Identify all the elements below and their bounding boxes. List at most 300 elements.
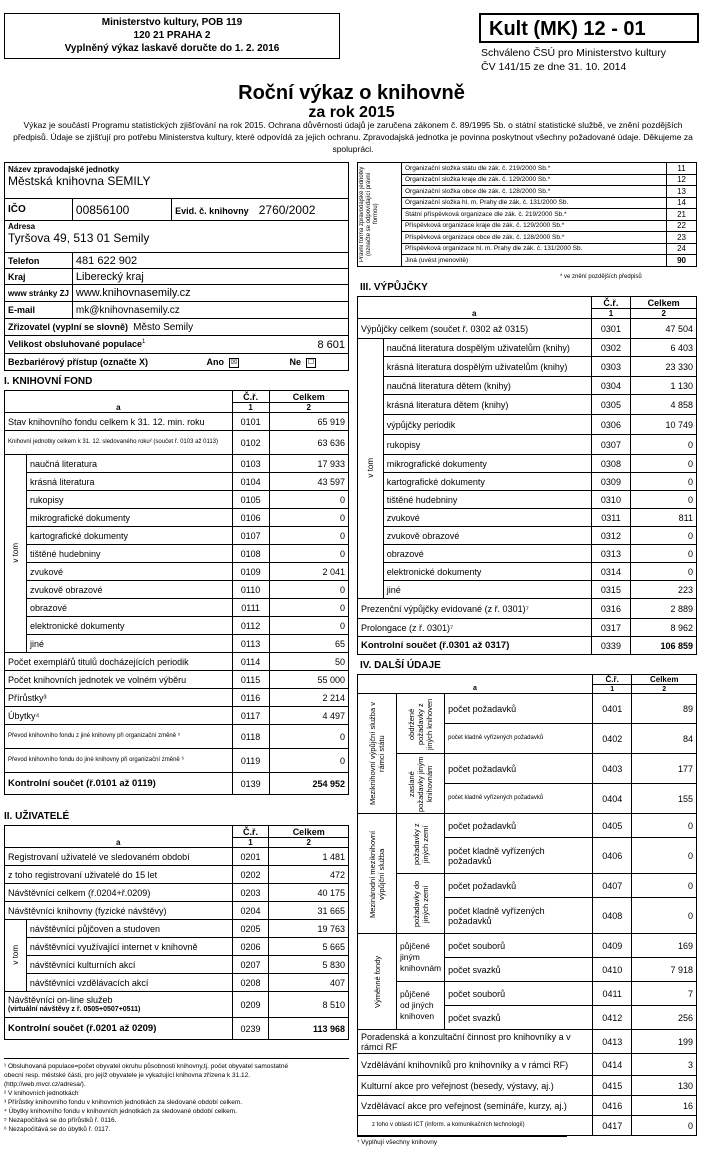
sec1-row-code: 0109 [232, 563, 269, 581]
section-3-table [357, 296, 697, 655]
sec3-head-a: a [358, 309, 592, 319]
sec1-row-code: 0106 [232, 509, 269, 527]
sec3-row-label: jiné [383, 581, 591, 599]
sec4-sub-received-text: obdržené požadavky z jiných knihoven [407, 697, 435, 750]
population-footnote-ref: 1 [142, 338, 146, 345]
sec4-row-code: 0411 [593, 982, 632, 1006]
sec4-row-label: počet kladně vyřízených požadavků [445, 838, 593, 874]
sec4-row-code: 0409 [593, 934, 632, 958]
sec4-group-fondy [358, 934, 397, 1030]
sec1-row-value[interactable]: 0 [269, 581, 348, 599]
sec1-row-code: 0119 [232, 749, 269, 773]
sec3-row-value[interactable]: 223 [631, 581, 697, 599]
sec4-row-value[interactable]: 0 [632, 838, 697, 874]
sec3-row-label: mikrografické dokumenty [383, 455, 591, 473]
sec4-head-blank [358, 675, 593, 685]
address-label: Adresa [8, 222, 36, 231]
sec2-row-value[interactable]: 113 968 [269, 1018, 349, 1040]
unit-name-label: Název zpravodajské jednotky [8, 165, 120, 174]
founder-label: Zřizovatel (vyplní se slovně) [8, 321, 129, 332]
sec2-row-value[interactable]: 5 830 [269, 956, 349, 974]
sec1-head-celkem: Celkem [269, 391, 348, 403]
sec4-row-value[interactable]: 0 [632, 898, 697, 934]
sec2-row-code: 0205 [232, 920, 269, 938]
sec4-sub-lent: půjčené jiným knihovnám [397, 934, 445, 982]
sec1-row-code: 0139 [232, 773, 269, 795]
sec1-row-value[interactable]: 55 000 [269, 671, 348, 689]
sec2-row-value[interactable]: 1 481 [269, 848, 349, 866]
unit-info-table [4, 162, 349, 371]
legal-form-option[interactable]: Organizační složka hl. m. Prahy dle zák. č. 131/2000 Sb. [401, 197, 666, 209]
sec4-row-label: Kulturní akce pro veřejnost (besedy, výstavy, aj.) [358, 1076, 593, 1096]
sec3-row-code: 0308 [591, 455, 631, 473]
section-4-title: IV. DALŠÍ ÚDAJE [360, 660, 441, 671]
sec1-row-code: 0101 [232, 413, 269, 431]
sec1-row-label: zvukové [26, 563, 232, 581]
barrier-no-label: Ne [289, 357, 302, 367]
sec2-row-code: 0206 [232, 938, 269, 956]
sec2-head-blank [5, 826, 233, 838]
legal-form-code: 23 [667, 232, 697, 244]
sec2-row-label: návštěvníci kulturních akcí [26, 956, 232, 974]
evid-field[interactable]: 2760/2002 [258, 202, 316, 217]
sec2-row-value[interactable]: 19 763 [269, 920, 349, 938]
footnote-line: (http://web.mvcr.cz/adresa/). [4, 1081, 86, 1088]
sec2-head-2: 2 [269, 838, 349, 848]
sec1-row-value[interactable]: 2 214 [269, 689, 348, 707]
sec4-row-label: počet souborů [445, 934, 593, 958]
sec1-head-blank [5, 391, 233, 403]
sec1-row-value[interactable]: 0 [269, 545, 348, 563]
region-field[interactable]: Liberecký kraj [72, 269, 348, 285]
barrier-label: Bezbariérový přístup (označte X) [8, 357, 149, 367]
phone-field[interactable]: 481 622 902 [72, 253, 348, 269]
sec3-head-cr: Č.ř. [591, 297, 631, 309]
sec2-row-code: 0202 [232, 866, 269, 884]
section-2-title: II. UŽIVATELÉ [4, 811, 70, 822]
sec3-row-code: 0316 [591, 599, 631, 619]
sec1-row-label: tištěné hudebniny [26, 545, 232, 563]
sec3-row-value[interactable]: 10 749 [631, 415, 697, 435]
sec3-row-value[interactable]: 0 [631, 545, 697, 563]
sec2-head-celkem: Celkem [269, 826, 349, 838]
sec1-row-label: rukopisy [26, 491, 232, 509]
sec4-sub-to-abroad-text: požadavky do jiných zemí [411, 880, 430, 927]
sec3-row-code: 0315 [591, 581, 631, 599]
sec4-row-label: Vzdělávací akce pro veřejnost (semináře, kurzy, aj.) [358, 1096, 593, 1116]
web-field[interactable]: www.knihovnasemily.cz [72, 285, 348, 302]
web-label: www stránky ZJ [5, 285, 73, 302]
sec3-row-value[interactable]: 0 [631, 527, 697, 545]
footnote-line: obecní resp. městské části, pro jejíž obyvatele je vykazující knihovna zřízena k 31.12. [4, 1072, 251, 1079]
sec3-row-label: kartografické dokumenty [383, 473, 591, 491]
sec2-row-value[interactable]: 472 [269, 866, 349, 884]
sec2-row-label: Návštěvníci knihovny (fyzické návštěvy) [5, 902, 233, 920]
sec3-row-label: Kontrolní součet (ř.0301 až 0317) [358, 637, 592, 655]
sec3-row-value[interactable]: 0 [631, 563, 697, 581]
sec3-row-value[interactable]: 0 [631, 473, 697, 491]
sec4-sub-borrowed: půjčené od jiných knihoven [397, 982, 445, 1030]
sec3-row-label: Výpůjčky celkem (součet ř. 0302 až 0315) [358, 319, 592, 339]
sec1-row-label: obrazové [26, 599, 232, 617]
sec1-row-value[interactable]: 4 497 [269, 707, 348, 725]
legal-form-code: 14 [667, 197, 697, 209]
footnote-line: ⁶ Nezapočítává se do úbytků ř. 0117. [4, 1126, 111, 1133]
sec1-row-label: naučná literatura [26, 455, 232, 473]
sec1-row-code: 0108 [232, 545, 269, 563]
sec3-row-label: krásná literatura dospělým uživatelům (knihy) [383, 357, 591, 377]
sec1-row-label: krásná literatura [26, 473, 232, 491]
legal-form-code: 11 [667, 163, 697, 175]
unit-name-field[interactable]: Městská knihovna SEMILY [8, 174, 151, 188]
sec3-row-code: 0314 [591, 563, 631, 581]
footnote-rule [4, 1058, 349, 1059]
founder-field[interactable]: Město Semily [133, 321, 194, 333]
sec4-row-value[interactable]: 0 [632, 1116, 697, 1136]
ico-field[interactable]: 00856100 [72, 199, 171, 221]
sec2-row-code: 0208 [232, 974, 269, 992]
sec1-head-cr: Č.ř. [232, 391, 269, 403]
sec4-row-label: počet svazků [445, 958, 593, 982]
sec1-row-label: jiné [26, 635, 232, 653]
sec4-row-value[interactable]: 3 [632, 1054, 697, 1076]
sec4-row-label: počet požadavků [445, 874, 593, 898]
approval-line-1: Schváleno ČSÚ pro Ministerstvo kultury [481, 47, 666, 59]
sec4-row-code: 0406 [593, 838, 632, 874]
sec4-row-value[interactable]: 89 [632, 694, 697, 724]
sec3-row-code: 0310 [591, 491, 631, 509]
section-3-title: III. VÝPŮJČKY [360, 282, 428, 293]
sec2-row-label [5, 992, 233, 1018]
sec2-row-label: Registrovaní uživatelé ve sledovaném období [5, 848, 233, 866]
sec4-head-cr: Č.ř. [593, 675, 632, 685]
page-subtitle: za rok 2015 [308, 104, 395, 121]
sec1-row-value[interactable]: 65 [269, 635, 348, 653]
submission-address [4, 13, 340, 59]
sec3-row-label: naučná literatura dospělým uživatelům (knihy) [383, 339, 591, 357]
sec2-row-label-main: Návštěvníci on-line služeb [8, 994, 113, 1005]
sec2-row-value[interactable]: 407 [269, 974, 349, 992]
sec3-row-value[interactable]: 6 403 [631, 339, 697, 357]
sec3-row-label: rukopisy [383, 435, 591, 455]
sec3-row-value[interactable]: 0 [631, 455, 697, 473]
sec3-head-2: 2 [631, 309, 697, 319]
sec3-row-code: 0302 [591, 339, 631, 357]
sec3-head-blank [358, 297, 592, 309]
legal-form-option[interactable]: Státní příspěvková organizace dle zák. č. 219/2000 Sb.* [401, 209, 666, 221]
sec4-group-mmvs [358, 814, 397, 934]
sec3-row-value[interactable]: 811 [631, 509, 697, 527]
sec1-row-code: 0113 [232, 635, 269, 653]
sec1-head-1: 1 [232, 403, 269, 413]
sec4-row-value[interactable]: 177 [632, 754, 697, 784]
sec4-row-label: počet požadavků [445, 754, 593, 784]
sec3-row-value[interactable]: 2 889 [631, 599, 697, 619]
sec4-row-code: 0415 [593, 1076, 632, 1096]
sec3-row-value[interactable]: 8 962 [631, 619, 697, 637]
sec2-head-cr: Č.ř. [232, 826, 269, 838]
footnote-line: ³ Přírůstky knihovního fondu v knihovních jednotkách za sledované období celkem. [4, 1099, 243, 1106]
sec3-row-value[interactable]: 23 330 [631, 357, 697, 377]
sec1-vtom-cell [5, 455, 27, 653]
sec2-row-label: návštěvníci využívající internet v knihovně [26, 938, 232, 956]
sec3-row-label: zvukové [383, 509, 591, 527]
sec1-row-value[interactable]: 0 [269, 749, 348, 773]
sec1-row-code: 0117 [232, 707, 269, 725]
sec4-group-mvs-text: Meziknihovní výpůjční služba v rámci státu [368, 702, 386, 805]
founder-cell [5, 319, 349, 336]
legal-side-label-cell [358, 163, 402, 267]
region-label: Kraj [5, 269, 73, 285]
sec1-row-code: 0115 [232, 671, 269, 689]
sec4-row-value[interactable]: 130 [632, 1076, 697, 1096]
sec4-row-code: 0402 [593, 724, 632, 754]
sec4-row-code: 0414 [593, 1054, 632, 1076]
sec1-head-a: a [5, 403, 233, 413]
sec4-row-code: 0403 [593, 754, 632, 784]
sec3-vtom-label: v tom [365, 457, 375, 478]
section-2-table [4, 825, 349, 1040]
approval-note [481, 46, 666, 74]
sec4-row-label: Vzdělávání knihovníků pro knihovníky a v rámci RF) [358, 1054, 593, 1076]
sec3-row-code: 0301 [591, 319, 631, 339]
sec4-sub-to-abroad [397, 874, 445, 934]
sec2-row-value[interactable]: 5 665 [269, 938, 349, 956]
sec1-row-label: Úbytky⁴ [5, 707, 233, 725]
sec1-row-value[interactable]: 0 [269, 617, 348, 635]
sec4-row-label: počet požadavků [445, 814, 593, 838]
sec2-row-code: 0203 [232, 884, 269, 902]
footnote7-rule [357, 1136, 567, 1137]
sec4-group-mvs [358, 694, 397, 814]
sec1-row-label: Přírůstky³ [5, 689, 233, 707]
sec1-row-value[interactable]: 63 636 [269, 431, 348, 455]
email-label: E-mail [5, 302, 73, 319]
legal-form-code: 12 [667, 174, 697, 186]
sec3-row-value[interactable]: 0 [631, 435, 697, 455]
sec1-row-value[interactable]: 65 919 [269, 413, 348, 431]
sec2-row-code: 0209 [232, 992, 269, 1018]
legal-form-option[interactable]: Organizační složka obce dle zák. č. 128/2000 Sb.* [401, 186, 666, 198]
legal-form-option[interactable]: Jiná (uvést jmenovitě) [401, 255, 666, 267]
sec1-vtom-label: v tom [10, 542, 20, 563]
sec3-row-code: 0339 [591, 637, 631, 655]
evid-cell [172, 199, 349, 221]
page-title: Roční výkaz o knihovně [238, 82, 465, 104]
sec3-row-code: 0311 [591, 509, 631, 527]
sec1-row-value[interactable]: 0 [269, 725, 348, 749]
sec4-group-mmvs-text: Mezinárodní meziknihovní výpůjční služba [368, 829, 386, 918]
footnote-line: ⁵ Nezapočítává se do přírůstků ř. 0116. [4, 1117, 117, 1124]
legal-form-option[interactable]: Organizační složka kraje dle zák. č. 129/2000 Sb.* [401, 174, 666, 186]
sec4-row-value[interactable]: 7 [632, 982, 697, 1006]
legal-form-option[interactable]: Příspěvková organizace obce dle zák. č. 128/2000 Sb.* [401, 232, 666, 244]
sec4-group-fondy-text: Výměnné fondy [372, 955, 382, 1008]
legal-note: * ve znění pozdějších předpisů [560, 274, 642, 280]
address-field[interactable]: Tyršova 49, 513 01 Semily [8, 231, 150, 245]
approval-line-2: ČV 141/15 ze dne 31. 10. 2014 [481, 61, 627, 73]
sec1-row-value[interactable]: 50 [269, 653, 348, 671]
sec4-head-1: 1 [593, 685, 632, 694]
legal-form-code: 90 [667, 255, 697, 267]
evid-label: Evid. č. knihovny [175, 205, 249, 216]
sec1-row-label: mikrografické dokumenty [26, 509, 232, 527]
sec2-head-a: a [5, 838, 233, 848]
sec3-head-1: 1 [591, 309, 631, 319]
sec4-row-value[interactable]: 0 [632, 814, 697, 838]
sec1-row-value[interactable]: 43 597 [269, 473, 348, 491]
sec4-row-code: 0408 [593, 898, 632, 934]
sec1-row-label: kartografické dokumenty [26, 527, 232, 545]
legal-form-code: 13 [667, 186, 697, 198]
sec1-row-code: 0118 [232, 725, 269, 749]
sec3-row-code: 0306 [591, 415, 631, 435]
address-line-1: Ministerstvo kultury, POB 119 [101, 17, 243, 28]
sec1-row-label: Knihovní jednotky celkem k 31. 12. sledovaného roku² (součet ř. 0103 až 0113) [5, 431, 233, 455]
sec1-row-value[interactable]: 254 952 [269, 773, 348, 795]
sec4-row-label: počet kladně vyřízených požadavků [445, 784, 593, 814]
legal-form-code: 22 [667, 220, 697, 232]
footnotes [4, 1062, 349, 1134]
email-field[interactable]: mk@knihovnasemily.cz [72, 302, 348, 319]
sec1-row-code: 0102 [232, 431, 269, 455]
sec4-row-value[interactable]: 169 [632, 934, 697, 958]
sec1-row-value[interactable]: 2 041 [269, 563, 348, 581]
phone-label: Telefon [5, 253, 73, 269]
sec2-row-label: z toho registrovaní uživatelé do 15 let [5, 866, 233, 884]
sec2-row-code: 0201 [232, 848, 269, 866]
unit-name-cell [5, 163, 349, 199]
section-4-table [357, 674, 697, 1136]
sec3-row-code: 0312 [591, 527, 631, 545]
sec3-row-label: naučná literatura dětem (knihy) [383, 377, 591, 395]
sec2-row-code: 0239 [232, 1018, 269, 1040]
sec3-row-value[interactable]: 47 504 [631, 319, 697, 339]
sec1-row-label: Počet exemplářů titulů docházejících periodik [5, 653, 233, 671]
sec4-sub-from-abroad-text: požadavky z jiných zemí [411, 822, 430, 865]
legal-form-option[interactable]: Organizační složka státu dle zák. č. 219/2000 Sb.* [401, 163, 666, 175]
sec1-row-code: 0112 [232, 617, 269, 635]
sec4-row-value[interactable]: 0 [632, 874, 697, 898]
section-1-table [4, 390, 349, 795]
ico-label: IČO [5, 199, 73, 221]
sec4-row-code: 0417 [593, 1116, 632, 1136]
sec3-row-label: krásná literatura dětem (knihy) [383, 395, 591, 415]
footnote-7: ⁷ Vyplňují všechny knihovny [357, 1139, 438, 1146]
sec4-row-value[interactable]: 155 [632, 784, 697, 814]
sec2-head-1: 1 [232, 838, 269, 848]
sec2-row-code: 0204 [232, 902, 269, 920]
barrier-no-checkbox[interactable]: ☐ [307, 358, 315, 366]
sec4-row-value[interactable]: 16 [632, 1096, 697, 1116]
sec3-row-value[interactable]: 0 [631, 491, 697, 509]
sec4-row-value[interactable]: 84 [632, 724, 697, 754]
population-label: Velikost obsluhované populace [8, 338, 143, 349]
sec4-row-value[interactable]: 256 [632, 1006, 697, 1030]
sec1-row-value[interactable]: 0 [269, 509, 348, 527]
sec1-row-code: 0104 [232, 473, 269, 491]
legal-side-label: Právní forma zpravodajské jednotky (označte se odpovídající právní formou) [359, 166, 380, 262]
sec3-vtom-cell [358, 339, 384, 599]
legal-form-option[interactable]: Příspěvková organizace hl. m. Prahy dle zák. č. 131/2000 Sb. [401, 243, 666, 255]
sec3-row-label: Prezenční výpůjčky evidované (z ř. 0301)⁷ [358, 599, 592, 619]
sec4-row-code: 0410 [593, 958, 632, 982]
footnote-line: ⁴ Úbytky knihovního fondu v knihovních jednotkách za sledované období celkem. [4, 1108, 237, 1115]
footnote-line: ² V knihovních jednotkách [4, 1090, 79, 1097]
sec1-row-code: 0111 [232, 599, 269, 617]
sec4-sub-from-abroad [397, 814, 445, 874]
sec4-row-label: počet kladně vyřízených požadavků [445, 724, 593, 754]
sec1-row-code: 0105 [232, 491, 269, 509]
sec2-row-value[interactable]: 40 175 [269, 884, 349, 902]
sec3-row-code: 0304 [591, 377, 631, 395]
sec3-row-value[interactable]: 106 859 [631, 637, 697, 655]
sec4-row-code: 0416 [593, 1096, 632, 1116]
sec1-row-value[interactable]: 0 [269, 491, 348, 509]
sec2-row-label: Návštěvníci celkem (ř.0204+ř.0209) [5, 884, 233, 902]
sec4-row-value[interactable]: 7 918 [632, 958, 697, 982]
legal-form-code: 21 [667, 209, 697, 221]
sec4-sub-received [397, 694, 445, 754]
intro-text: Výkaz je součástí Programu statistických zjišťování na rok 2015. Ochrana důvěrnosti údajů je zaručena zákonem č. 89/1995 Sb. o státní statistické službě, ve znění pozdějších předpisů. Údaje se zjišťují pro potřebu Ministerstva kultury, které odpovídá za jejich ochranu. Zpravodajská jednotka je povinna poskytnout všechny požadované údaje. Děkujeme za spolupráci. [13, 120, 693, 154]
form-code: Kult (MK) 12 - 01 [479, 13, 699, 43]
sec4-row-label: počet kladně vyřízených požadavků [445, 898, 593, 934]
sec4-row-value[interactable]: 199 [632, 1030, 697, 1054]
footnote-line: ¹ Obsluhovaná populace=počet obyvatel okruhu působnosti knihovny,tj. počet obyvatel samostatné [4, 1063, 289, 1070]
sec3-row-value[interactable]: 4 858 [631, 395, 697, 415]
barrier-yes-checkbox[interactable]: ☒ [230, 358, 238, 366]
sec4-head-a: a [358, 685, 593, 694]
sec1-row-code: 0110 [232, 581, 269, 599]
sec1-row-label: Převod knihovního fondu z jiné knihovny při organizační změně ⁵ [5, 725, 233, 749]
section-1-title: I. KNIHOVNÍ FOND [4, 376, 93, 387]
population-cell [5, 336, 349, 354]
sec4-row-code: 0404 [593, 784, 632, 814]
sec4-head-celkem: Celkem [632, 675, 697, 685]
sec1-row-code: 0116 [232, 689, 269, 707]
sec3-row-label: obrazové [383, 545, 591, 563]
sec4-row-label: Poradenská a konzultační činnost pro knihovníky a v rámci RF [358, 1030, 593, 1054]
sec1-row-code: 0103 [232, 455, 269, 473]
sec3-row-label: elektronické dokumenty [383, 563, 591, 581]
sec2-row-label-note: (virtuální návštěvy z ř. 0505+0507+0511) [8, 1005, 141, 1013]
legal-form-option[interactable]: Příspěvková organizace kraje dle zák. č. 129/2000 Sb.* [401, 220, 666, 232]
sec3-row-value[interactable]: 1 130 [631, 377, 697, 395]
sec1-row-label: Počet knihovních jednotek ve volném výběru [5, 671, 233, 689]
sec1-row-value[interactable]: 0 [269, 527, 348, 545]
sec3-row-code: 0317 [591, 619, 631, 637]
sec3-row-code: 0303 [591, 357, 631, 377]
sec3-row-label: Prolongace (z ř. 0301)⁷ [358, 619, 592, 637]
deadline-line: Vyplněný výkaz laskavě doručte do 1. 2. 2016 [64, 43, 280, 54]
sec1-row-value[interactable]: 17 933 [269, 455, 348, 473]
legal-form-code: 24 [667, 243, 697, 255]
population-field[interactable]: 8 601 [317, 338, 345, 351]
sec4-head-2: 2 [632, 685, 697, 694]
sec1-row-label: elektronické dokumenty [26, 617, 232, 635]
sec4-row-label: počet souborů [445, 982, 593, 1006]
sec4-row-code: 0405 [593, 814, 632, 838]
sec2-row-value[interactable]: 31 665 [269, 902, 349, 920]
sec2-row-value[interactable]: 8 510 [269, 992, 349, 1018]
barrier-cell [5, 354, 349, 371]
sec1-row-code: 0107 [232, 527, 269, 545]
sec3-row-label: tištěné hudebniny [383, 491, 591, 509]
address-cell [5, 221, 349, 253]
sec4-sub-sent [397, 754, 445, 814]
address-line-2: 120 21 PRAHA 2 [133, 30, 211, 41]
sec1-row-value[interactable]: 0 [269, 599, 348, 617]
